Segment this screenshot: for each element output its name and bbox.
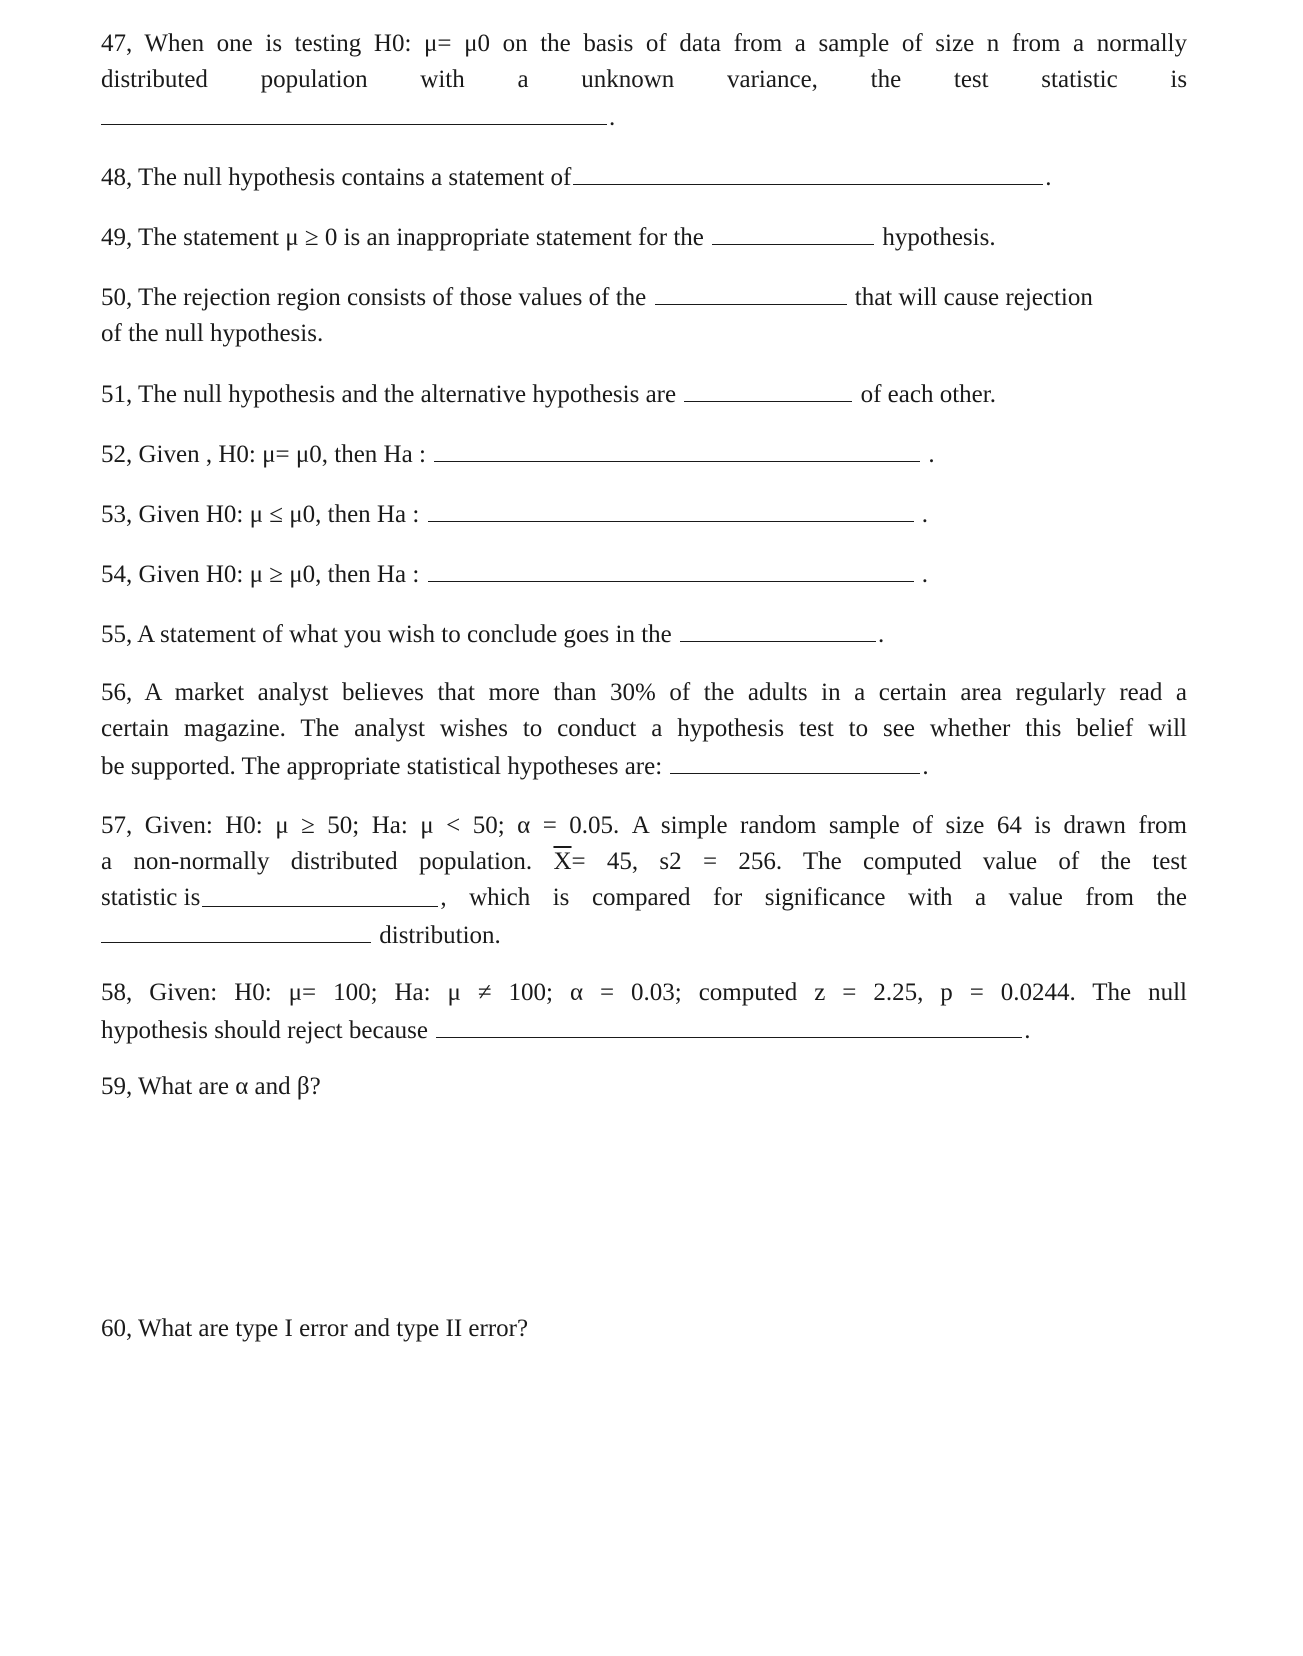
answer-blank[interactable] [712, 218, 874, 245]
question-55 [101, 615, 1187, 653]
period: . [609, 104, 616, 131]
question-52 [101, 435, 1187, 473]
x-bar-symbol: $\overline{X}$ [553, 848, 572, 875]
answer-blank[interactable] [428, 495, 914, 522]
answer-blank[interactable] [680, 615, 876, 642]
question-60 [101, 1311, 1187, 1347]
period: . [1024, 1017, 1031, 1044]
question-57 [101, 808, 1187, 954]
period: . [928, 441, 935, 468]
question-53-text: 53, Given H0: μ ≤ μ0, then Ha : [101, 501, 420, 528]
word: the [870, 66, 902, 93]
question-56 [101, 675, 1187, 785]
answer-blank[interactable] [434, 435, 920, 462]
answer-blank[interactable] [655, 278, 847, 305]
question-57-text-5: distribution. [379, 922, 501, 949]
question-52-line [101, 435, 1187, 473]
period: . [921, 501, 929, 528]
question-48-line [101, 158, 1187, 196]
question-49-text-end: hypothesis. [882, 224, 996, 251]
question-54-text: 54, Given H0: μ ≥ μ0, then Ha : [101, 561, 420, 588]
question-59-text: 59, What are α and β? [101, 1073, 321, 1100]
question-56-line-1: 56, A market analyst believes that more than 30% of the adults in a certain area regularly read a [101, 679, 1187, 706]
question-47-line-2 [101, 62, 1187, 98]
period: . [1045, 164, 1052, 191]
question-50-line-1 [101, 278, 1187, 316]
question-57-line-4 [101, 916, 1187, 954]
answer-blank[interactable] [684, 375, 852, 402]
question-51 [101, 375, 1187, 413]
question-47 [101, 26, 1187, 136]
question-57-text-4: , which is compared for significance with a value from the [440, 884, 1187, 911]
period: . [878, 621, 885, 648]
question-53 [101, 495, 1187, 533]
word: unknown [581, 66, 675, 93]
question-51-line [101, 375, 1187, 413]
period: . [922, 753, 929, 780]
period: . [921, 561, 929, 588]
question-49-line [101, 218, 1187, 256]
question-56-text: be supported. The appropriate statistical hypotheses are: [101, 753, 663, 780]
word: statistic [1041, 66, 1118, 93]
question-60-text: 60, What are type I error and type II error? [101, 1315, 529, 1342]
question-52-text: 52, Given , H0: μ= μ0, then Ha : [101, 441, 426, 468]
question-58 [101, 975, 1187, 1049]
question-47-line-1: 47, When one is testing H0: μ= μ0 on the basis of data from a sample of size n from a normally [101, 30, 1187, 57]
question-48 [101, 158, 1187, 196]
word: test [953, 66, 989, 93]
word: distributed [101, 66, 208, 93]
answer-blank[interactable] [670, 747, 920, 774]
question-59 [101, 1069, 1187, 1105]
question-55-line [101, 615, 1187, 653]
question-50-text: 50, The rejection region consists of those values of the [101, 284, 647, 311]
question-51-text-end: of each other. [860, 381, 996, 408]
question-57-text-2: = 45, s2 = 256. The computed value of the test [571, 848, 1187, 875]
question-56-line-3 [101, 747, 1187, 785]
question-49 [101, 218, 1187, 256]
question-51-text: 51, The null hypothesis and the alternative hypothesis are [101, 381, 677, 408]
word: is [1170, 66, 1188, 93]
question-55-text: 55, A statement of what you wish to conclude goes in the [101, 621, 672, 648]
word: variance, [727, 66, 818, 93]
question-48-text: 48, The null hypothesis contains a statement of [101, 164, 572, 191]
question-49-text: 49, The statement μ ≥ 0 is an inappropriate statement for the [101, 224, 704, 251]
question-50 [101, 278, 1187, 352]
answer-blank[interactable] [101, 916, 371, 943]
question-54-line [101, 555, 1187, 593]
question-58-line-2 [101, 1011, 1187, 1049]
answer-blank[interactable] [573, 158, 1043, 185]
question-50-text-end: that will cause rejection [854, 284, 1093, 311]
word: a [517, 66, 529, 93]
question-57-line-2 [101, 844, 1187, 880]
answer-blank[interactable] [428, 555, 914, 582]
question-57-line-1: 57, Given: H0: μ ≥ 50; Ha: μ < 50; α = 0.05. A simple random sample of size 64 is drawn from [101, 812, 1187, 839]
question-54 [101, 555, 1187, 593]
word: with [420, 66, 465, 93]
answer-blank[interactable] [202, 880, 438, 907]
question-56-line-2: certain magazine. The analyst wishes to conduct a hypothesis test to see whether this belief will [101, 715, 1187, 742]
answer-blank[interactable] [101, 98, 607, 125]
question-58-line-1: 58, Given: H0: μ= 100; Ha: μ ≠ 100; α = 0.03; computed z = 2.25, p = 0.0244. The null [101, 979, 1187, 1006]
question-57-text: a non-normally distributed population. [101, 848, 533, 875]
question-47-line-3 [101, 98, 1187, 136]
question-57-line-3 [101, 880, 1187, 916]
answer-blank[interactable] [436, 1011, 1022, 1038]
question-53-line [101, 495, 1187, 533]
question-50-line-2: of the null hypothesis. [101, 320, 324, 347]
word: population [260, 66, 368, 93]
question-57-text-3: statistic is [101, 884, 201, 911]
question-58-text: hypothesis should reject because [101, 1017, 428, 1044]
